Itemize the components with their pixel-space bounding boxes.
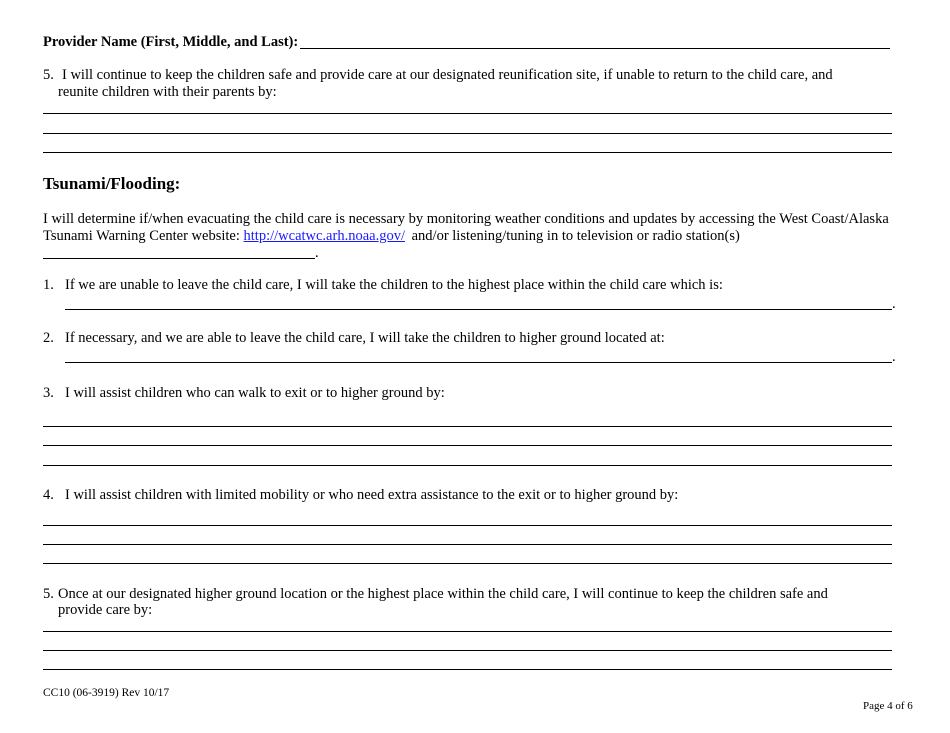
tsunami-intro-suffix: and/or listening/tuning in to television or radio station(s) [411,228,740,244]
walking-children-answer-line[interactable] [43,465,892,466]
provide-care-answer-line[interactable] [43,669,892,670]
tsunami-item-3-text: I will assist children who can walk to exit or to higher ground by: [65,385,445,401]
tsunami-intro-line2 [43,228,740,245]
tsunami-item-1-text: If we are unable to leave the child care, I will take the children to the highest place within the child care which is: [65,277,723,293]
tsunami-heading: Tsunami/Flooding: [43,174,181,193]
tsunami-intro-line1: I will determine if/when evacuating the child care is necessary by monitoring weather conditions and updates by accessing the West Coast/Alaska [43,211,889,227]
walking-children-answer-line[interactable] [43,445,892,446]
tsunami-item-5-text-line2: provide care by: [58,602,153,618]
limited-mobility-answer-line[interactable] [43,563,892,564]
noaa-website-link[interactable]: http://wcatwc.arh.noaa.gov/ [243,228,405,244]
reunification-item-number: 5. [43,67,54,83]
item-1-period: . [892,296,896,312]
provide-care-answer-line[interactable] [43,631,892,632]
tsunami-item-2-number: 2. [43,330,54,346]
form-id: CC10 (06-3919) Rev 10/17 [43,687,170,699]
reunification-answer-line[interactable] [43,152,892,153]
limited-mobility-answer-line[interactable] [43,544,892,545]
reunification-answer-line[interactable] [43,113,892,114]
reunification-text-line1: I will continue to keep the children safe and provide care at our designated reunification site, if unable to return to the child care, and [62,67,833,83]
page-number: Page 4 of 6 [863,700,913,712]
highest-place-field[interactable] [65,309,892,310]
tsunami-item-2-text: If necessary, and we are able to leave the child care, I will take the children to higher ground located at: [65,330,665,346]
tsunami-item-1-number: 1. [43,277,54,293]
tsunami-item-5-text-line1: Once at our designated higher ground location or the highest place within the child care, I will continue to keep the children safe and [58,586,828,602]
provider-name-field[interactable] [300,48,890,49]
tsunami-item-4-number: 4. [43,487,54,503]
provide-care-answer-line[interactable] [43,650,892,651]
item-2-period: . [892,349,896,365]
reunification-answer-line[interactable] [43,133,892,134]
tsunami-intro-prefix: Tsunami Warning Center website: [43,228,240,244]
radio-station-period: . [315,245,319,261]
tsunami-item-5-number: 5. [43,586,54,602]
limited-mobility-answer-line[interactable] [43,525,892,526]
reunification-text-line2: reunite children with their parents by: [58,84,277,100]
higher-ground-field[interactable] [65,362,892,363]
walking-children-answer-line[interactable] [43,426,892,427]
provider-name-label: Provider Name (First, Middle, and Last): [43,34,299,50]
tsunami-item-3-number: 3. [43,385,54,401]
tsunami-item-4-text: I will assist children with limited mobility or who need extra assistance to the exit or to higher ground by: [65,487,679,503]
radio-station-field[interactable] [43,258,315,259]
